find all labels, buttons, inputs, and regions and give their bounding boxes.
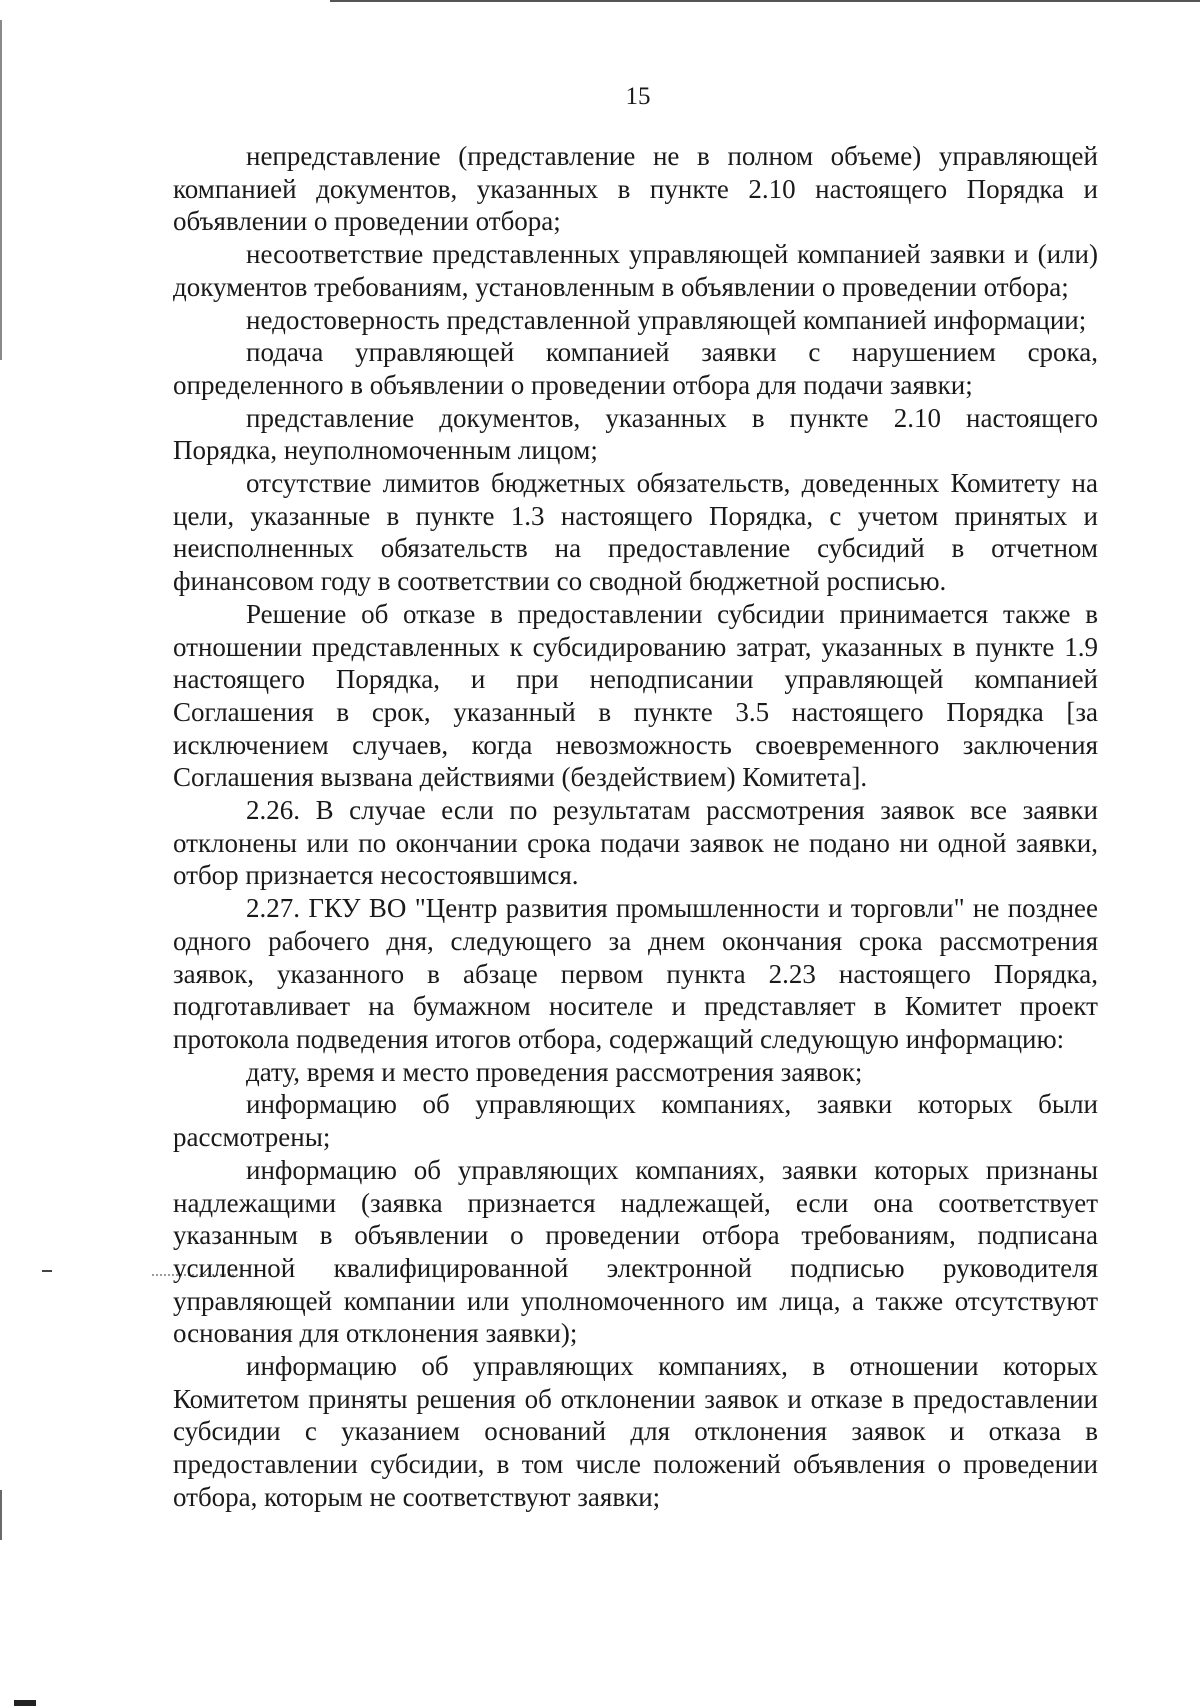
paragraph: представление документов, указанных в пункте 2.10 настоящего Порядка, неуполномоченным лицом; (173, 402, 1098, 466)
paragraph: подача управляющей компанией заявки с нарушением срока, определенного в объявлении о проведении отбора для подачи заявки; (173, 337, 1098, 400)
document-body (173, 140, 1098, 1514)
paragraph: непредставление (представление не в полном объеме) управляющей компанией документов, указанных в пункте 2.10 настоящего Порядка и объявлении о проведении отбора; (173, 141, 1098, 237)
paragraph: информацию об управляющих компаниях, в отношении которых Комитетом приняты решения об отклонении заявок и отказе в предоставлении субсидии с указанием оснований для отклонения заявок и отказа в предоставлении субсидии, в том числе положений объявления о проведении отбора, которым не соответствуют заявки; (173, 1351, 1098, 1512)
paragraph: отсутствие лимитов бюджетных обязательств, доведенных Комитету на цели, указанные в пункте 1.3 настоящего Порядка, с учетом принятых и неисполненных обязательств на предоставление субсидий в отчетном финансовом году в соответствии со сводной бюджетной росписью. (173, 468, 1098, 597)
page-number: 15 (625, 83, 651, 110)
scan-mark (14, 1700, 36, 1706)
paragraph: дату, время и место проведения рассмотрения заявок; (246, 1056, 863, 1087)
scan-edge-line (330, 0, 1200, 2)
paragraph: недостоверность представленной управляющей компанией информации; (246, 304, 1087, 335)
paragraph: Решение об отказе в предоставлении субсидии принимается также в отношении представленных к субсидированию затрат, указанных в пункте 1.9 настоящего Порядка, и при неподписании управляющей компанией Соглашения в срок, указанный в пункте 3.5 настоящего Порядка [за исключением случаев, когда невозможность своевременного заключения Соглашения вызвана действиями (бездействием) Комитета]. (173, 598, 1098, 793)
scan-margin-line (0, 1490, 2, 1540)
paragraph: информацию об управляющих компаниях, заявки которых признаны надлежащими (заявка признается надлежащей, если она соответствует указанным в объявлении о проведении отбора требованиям, подписана усиленной квалифицированной электронной подписью руководителя управляющей компании или уполномоченного им лица, а также отсутствуют основания для отклонения заявки); (173, 1154, 1098, 1349)
paragraph: 2.27. ГКУ ВО "Центр развития промышленности и торговли" не позднее одного рабочего дня, следующего за днем окончания срока рассмотрения заявок, указанного в абзаце первом пункта 2.23 настоящего Порядка, подготавливает на бумажном носителе и представляет в Комитет проект протокола подведения итогов отбора, содержащий следующую информацию: (173, 893, 1098, 1054)
paragraph: несоответствие представленных управляющей компанией заявки и (или) документов требованиям, установленным в объявлении о проведении отбора; (173, 239, 1098, 302)
scan-margin-line (0, 20, 2, 360)
paragraph: 2.26. В случае если по результатам рассмотрения заявок все заявки отклонены или по окончании срока подачи заявок не подано ни одной заявки, отбор признается несостоявшимся. (173, 795, 1098, 891)
scan-mark (42, 1270, 52, 1272)
paragraph: информацию об управляющих компаниях, заявки которых были рассмотрены; (173, 1089, 1098, 1153)
